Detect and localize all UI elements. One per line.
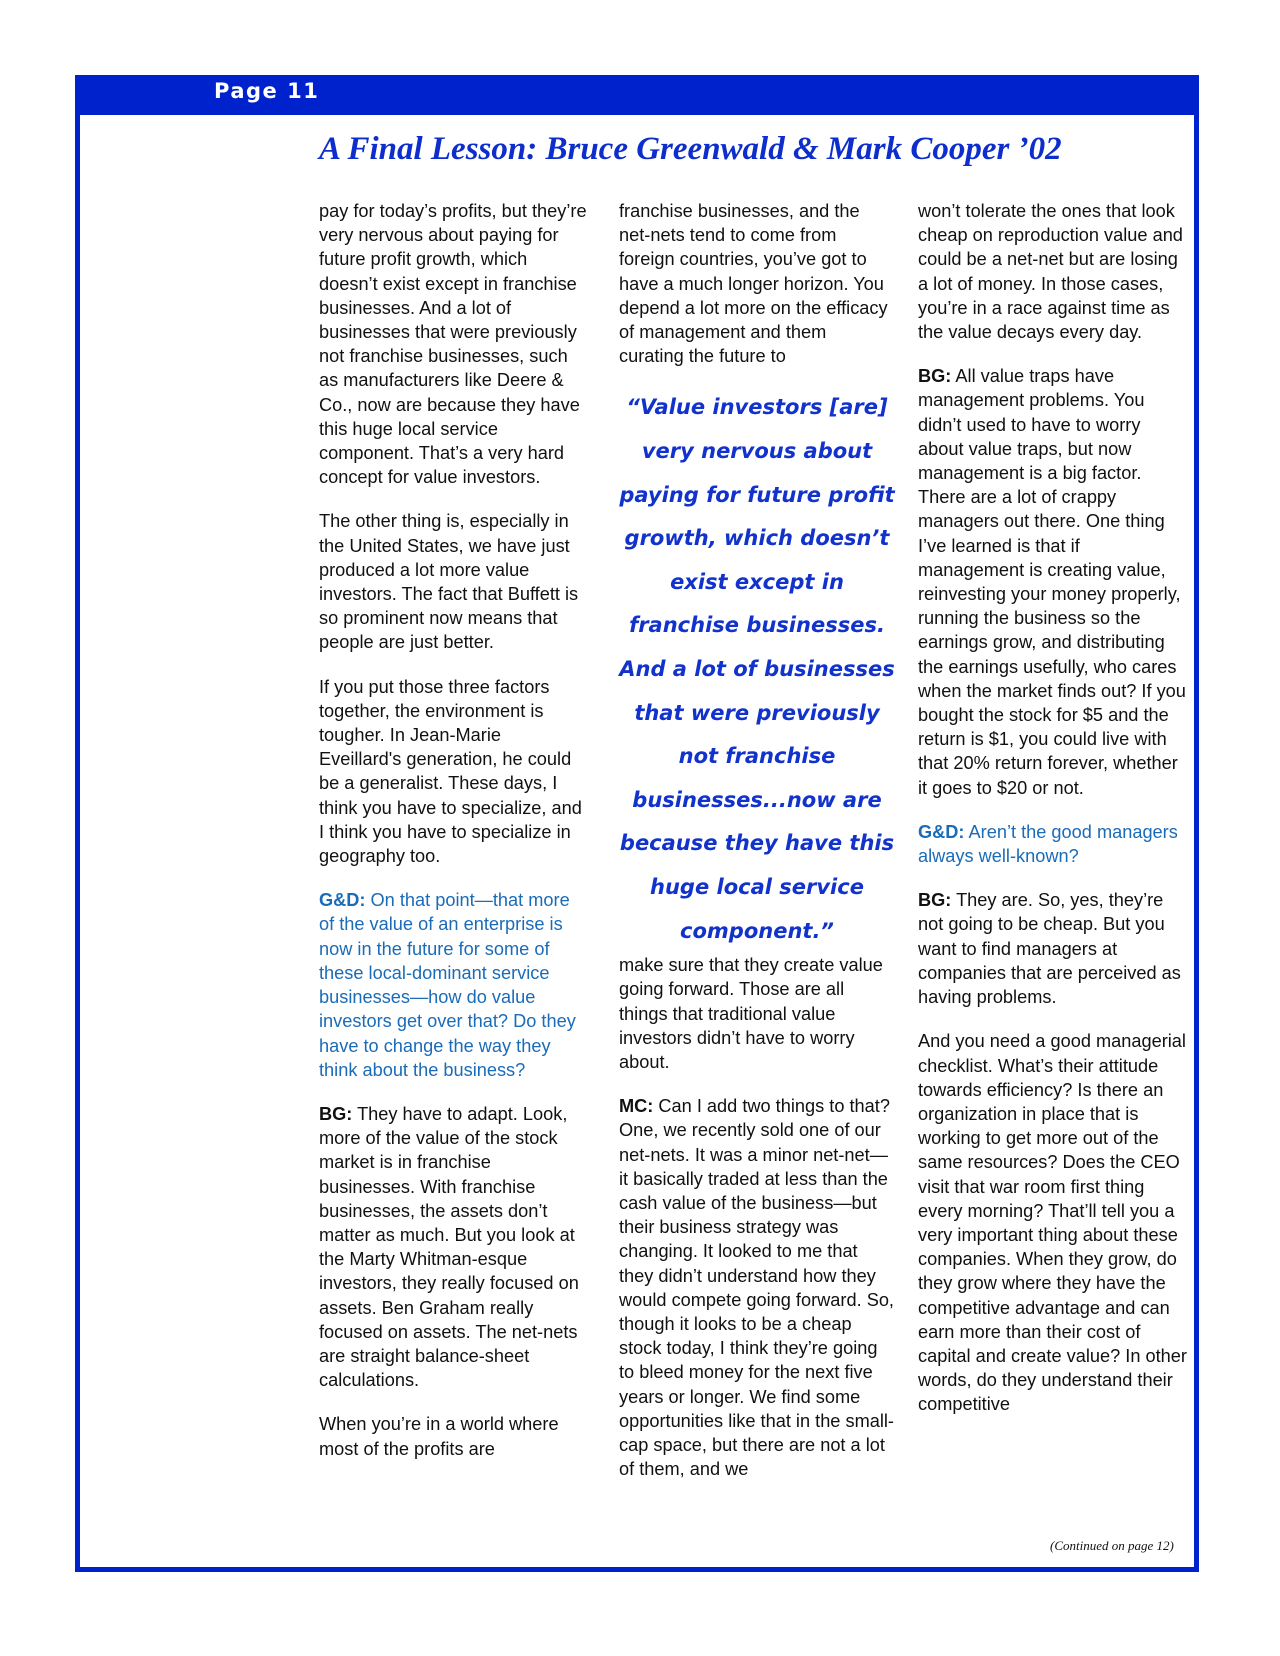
column-1: [319, 199, 587, 1481]
paragraph: make sure that they create value going forward. Those are all things that traditional value investors didn’t have to worry about.: [619, 955, 883, 1072]
answer: [619, 1094, 895, 1481]
speaker-label: MC:: [619, 1096, 654, 1117]
continued-note: (Continued on page 12): [1050, 1538, 1174, 1553]
interviewer-question: [918, 820, 1188, 868]
interviewer-question: [319, 888, 587, 1082]
speaker-label: BG:: [918, 890, 952, 911]
question-text: Aren’t the good managers always well-known?: [918, 821, 1178, 867]
paragraph: When you’re in a world where most of the profits are: [319, 1414, 559, 1459]
answer-text: They have to adapt. Look, more of the value of the stock market is in franchise businesses. With franchise businesses, the assets don’t matter as much. But you look at the Marty Whitman-esque investors, they really focused on assets. Ben Graham really focused on assets. The net-nets are straight balance-sheet calculations.: [319, 1103, 579, 1391]
answer: [918, 364, 1188, 800]
speaker-label: G&D:: [918, 821, 965, 842]
article-title: A Final Lesson: Bruce Greenwald & Mark Cooper ’02: [319, 131, 1062, 167]
paragraph: And you need a good managerial checklist. What’s their attitude towards efficiency? Is there an organization in place that is working to get more out of the same resources? Does the CEO visit that war room first thing every morning? That’ll tell you a very important thing about these companies. When they grow, do they grow where they have the competitive advantage and can earn more than their cost of capital and create value? In other words, do they understand their competitive: [918, 1031, 1187, 1415]
column-3: [918, 199, 1188, 1437]
answer: [319, 1102, 587, 1392]
page-number: Page 11: [214, 79, 320, 103]
paragraph: The other thing is, especially in the United States, we have just produced a lot more value investors. The fact that Buffett is so prominent now means that people are just better.: [319, 511, 579, 653]
answer-text: They are. So, yes, they’re not going to be cheap. But you want to find managers at companies that are perceived as having problems.: [918, 890, 1181, 1008]
speaker-label: BG:: [319, 1103, 353, 1124]
pull-quote: “Value investors [are] very nervous about paying for future profit growth, which doesn’t exist except in franchise businesses. And a lot of businesses that were previously not franchise businesses...now are because they have this huge local service component.”: [619, 395, 895, 943]
speaker-label: BG:: [918, 366, 952, 387]
answer-text: Can I add two things to that? One, we recently sold one of our net-nets. It was a minor net-net—it basically traded at less than the cash value of the business—but their business strategy was changing. It looked to me that they didn’t understand how they would compete going forward. So, though it looks to be a cheap stock today, I think they’re going to bleed money for the next five years or longer. We find some opportunities like that in the small-cap space, but there are not a lot of them, and we: [619, 1096, 894, 1480]
answer: [918, 888, 1188, 1009]
paragraph: won’t tolerate the ones that look cheap on reproduction value and could be a net-net but are losing a lot of money. In those cases, you’re in a race against time as the value decays every day.: [918, 201, 1183, 343]
paragraph: pay for today’s profits, but they’re very nervous about paying for future profit growth, which doesn’t exist except in franchise businesses. And a lot of businesses that were previously not franchise businesses, such as manufacturers like Deere & Co., now are because they have this huge local service component. That’s a very hard concept for value investors.: [319, 201, 587, 488]
column-2: [619, 199, 895, 1501]
answer-text: All value traps have management problems. You didn’t used to have to worry about value traps, but now management is a big factor. There are a lot of crappy managers out there. One thing I’ve learned is that if management is creating value, reinvesting your money properly, running the business so the earnings grow, and distributing the earnings usefully, who cares when the market finds out? If you bought the stock for $5 and the return is $1, you could live with that 20% return forever, whether it goes to $20 or not.: [918, 366, 1186, 798]
paragraph: If you put those three factors together, the environment is tougher. In Jean-Marie Eveillard's generation, he could be a generalist. These days, I think you have to specialize, and I think you have to specialize in geography too.: [319, 676, 582, 867]
paragraph: franchise businesses, and the net-nets tend to come from foreign countries, you’ve got to have a much longer horizon. You depend a lot more on the efficacy of management and them curating the future to: [619, 201, 888, 367]
question-text: On that point—that more of the value of an enterprise is now in the future for some of these local-dominant service businesses—how do value investors get over that? Do they have to change the way they think about the business?: [319, 890, 576, 1080]
speaker-label: G&D:: [319, 890, 366, 911]
